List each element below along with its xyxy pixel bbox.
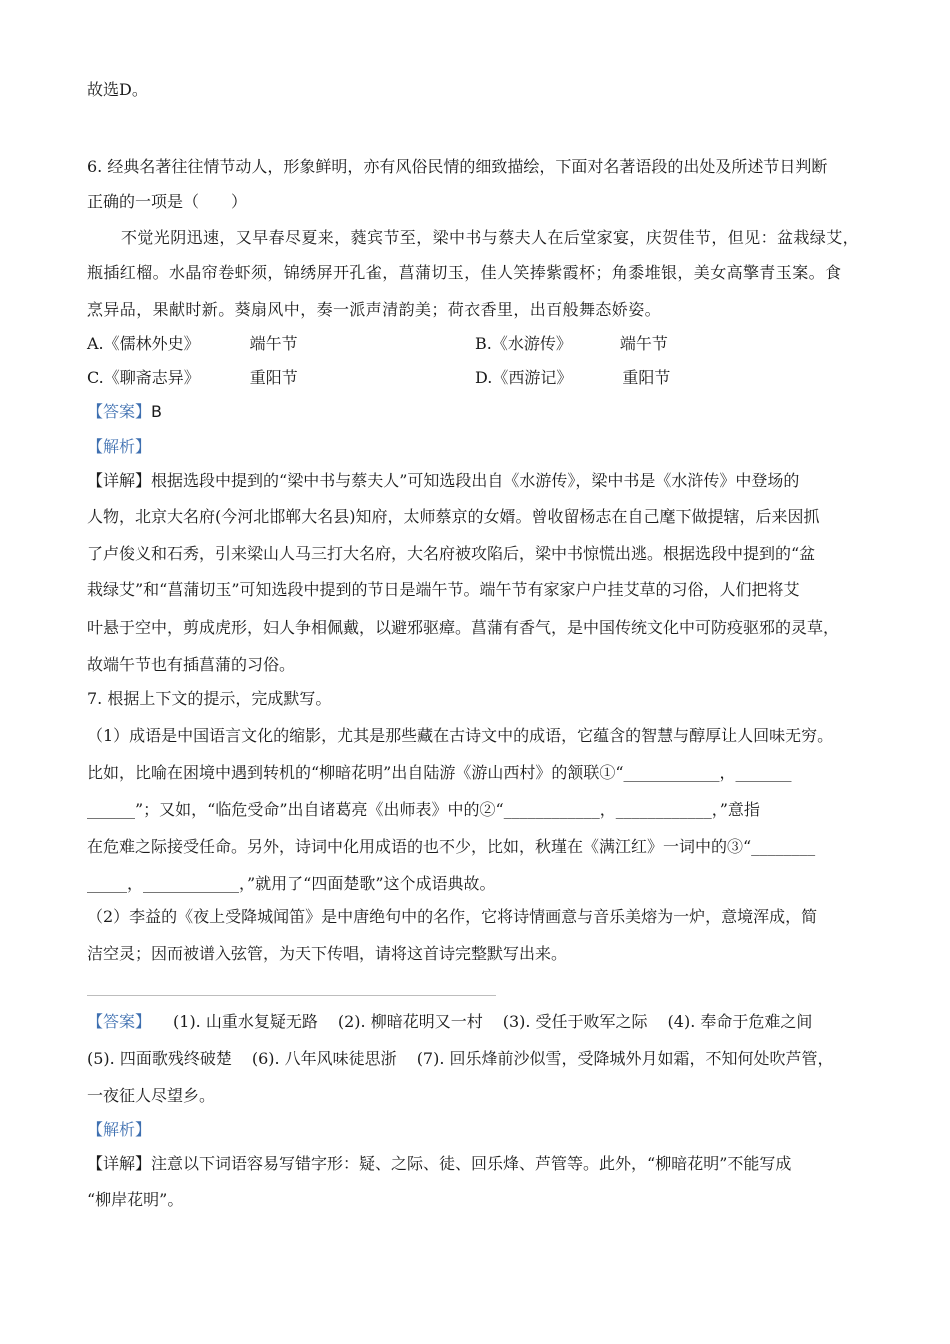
q7-part1-line-3: ______”；又如，“临危受命”出自诸葛亮《出师表》中的②“____________，____________，”意指 xyxy=(87,800,760,819)
detail-text: 注意以下词语容易写错字形：疑、之际、徒、回乐烽、芦管等。此外，“柳暗花明”不能写成 xyxy=(151,1154,792,1173)
q7-analysis-tag: 【解析】 xyxy=(87,1120,152,1139)
q6-passage-line-1: 不觉光阴迅速，又早春尽夏来，蕤宾节至，梁中书与蔡夫人在后堂家宴，庆贺佳节，但见：盆栽绿艾， xyxy=(121,228,860,247)
option-festival: 端午节 xyxy=(249,334,298,353)
detail-tag: 【详解】 xyxy=(87,471,152,490)
option-letter: A. xyxy=(87,334,104,353)
q7-part2-line-1: （2）李益的《夜上受降城闻笛》是中唐绝句中的名作，它将诗情画意与音乐美熔为一炉，意境浑成，简 xyxy=(87,907,818,926)
q6-detail-line-5: 叶悬于空中，剪成虎形，妇人争相佩戴，以避邪驱瘴。菖蒲有香气，是中国传统文化中可防疫驱邪的灵草， xyxy=(87,618,840,637)
q6-answer xyxy=(87,402,162,422)
option-festival: 端午节 xyxy=(619,334,668,353)
q6-analysis-tag: 【解析】 xyxy=(87,437,152,456)
q6-detail-line-6: 故端午节也有插菖蒲的习俗。 xyxy=(87,655,296,674)
answer-value: B xyxy=(151,402,162,421)
answer-tag: 【答案】 xyxy=(87,402,152,421)
q7-part2-line-2: 洁空灵；因而被谱入弦管，为天下传唱，请将这首诗完整默写出来。 xyxy=(87,944,568,963)
q6-option-d xyxy=(475,368,670,388)
q7-detail-line-2: “柳岸花明”。 xyxy=(87,1190,184,1209)
q7-answer-line-1 xyxy=(87,1012,812,1032)
q6-option-a xyxy=(87,334,298,354)
q7-detail-line-1 xyxy=(87,1154,791,1174)
q7-part1-line-4: 在危难之际接受任命。另外，诗词中化用成语的也不少，比如，秋瑾在《满江红》一词中的③“________ xyxy=(87,837,816,856)
q6-option-b xyxy=(475,334,668,354)
q7-stem: 7. 根据上下文的提示，完成默写。 xyxy=(87,689,332,708)
answer-item: (2). 柳暗花明又一村 xyxy=(337,1012,483,1031)
q6-detail-line-2: 人物，北京大名府(今河北邯郸大名县)知府，太师蔡京的女婿。曾收留杨志在自己麾下做提辖，后来因抓 xyxy=(87,507,820,526)
option-book: 《儒林外史》 xyxy=(103,334,200,353)
option-festival: 重阳节 xyxy=(622,368,671,387)
q6-option-c xyxy=(87,368,298,388)
option-book: 《西游记》 xyxy=(492,368,573,387)
answer-item: (3). 受任于败军之际 xyxy=(502,1012,648,1031)
q7-answer-line-3: 一夜征人尽望乡。 xyxy=(87,1086,216,1105)
answer-item: (5). 四面歌残终破楚 xyxy=(87,1049,232,1068)
option-letter: B. xyxy=(475,334,492,353)
option-festival: 重阳节 xyxy=(249,368,298,387)
q7-answer-line-2 xyxy=(87,1049,834,1069)
q6-passage-line-3: 烹异品，果献时新。葵扇风中，奏一派声清韵美；荷衣香里，出百般舞态娇姿。 xyxy=(87,300,662,319)
answer-item: (4). 奉命于危难之间 xyxy=(667,1012,813,1031)
q6-detail-line-3: 了卢俊义和石秀，引来梁山人马三打大名府，大名府被攻陷后，梁中书惊慌出逃。根据选段中提到的“盆 xyxy=(87,544,816,563)
answer-tag: 【答案】 xyxy=(87,1012,152,1031)
q6-stem-line-2: 正确的一项是（ ） xyxy=(87,192,248,211)
answer-item: (7). 回乐烽前沙似雪，受降城外月如霜，不知何处吹芦管， xyxy=(416,1049,834,1068)
q6-detail-line-1 xyxy=(87,471,799,491)
q6-stem-line-1: 6. 经典名著往往情节动人，形象鲜明，亦有风俗民情的细致描绘，下面对名著语段的出处及所述节日判断 xyxy=(87,157,828,176)
q6-detail-line-4: 栽绿艾”和“菖蒲切玉”可知选段中提到的节日是端午节。端午节有家家户户挂艾草的习俗，人们把将艾 xyxy=(87,580,800,599)
option-book: 《聊斋志异》 xyxy=(103,368,200,387)
option-letter: C. xyxy=(87,368,104,387)
option-letter: D. xyxy=(475,368,493,387)
answer-item: (6). 八年风味徒思浙 xyxy=(251,1049,397,1068)
detail-tag: 【详解】 xyxy=(87,1154,152,1173)
q7-part1-line-5: _____，____________，”就用了“四面楚歌”这个成语典故。 xyxy=(87,874,496,893)
q7-part1-line-2: 比如，比喻在困境中遇到转机的“柳暗花明”出自陆游《游山西村》的颔联①“____________，_______ xyxy=(87,763,792,782)
detail-text: 根据选段中提到的“梁中书与蔡夫人”可知选段出自《水游传》，梁中书是《水浒传》中登场的 xyxy=(151,471,800,490)
q7-part1-line-1: （1）成语是中国语言文化的缩影，尤其是那些藏在古诗文中的成语，它蕴含的智慧与醇厚让人回味无穷。 xyxy=(87,726,834,745)
option-book: 《水游传》 xyxy=(491,334,572,353)
section-divider xyxy=(87,995,496,996)
q5-conclusion: 故选D。 xyxy=(87,80,148,99)
answer-item: (1). 山重水复疑无路 xyxy=(173,1012,318,1031)
q6-passage-line-2: 瓶插红榴。水晶帘卷虾须，锦绣屏开孔雀，菖蒲切玉，佳人笑捧紫霞杯；角黍堆银，美女高擎青玉案。食 xyxy=(87,263,842,282)
